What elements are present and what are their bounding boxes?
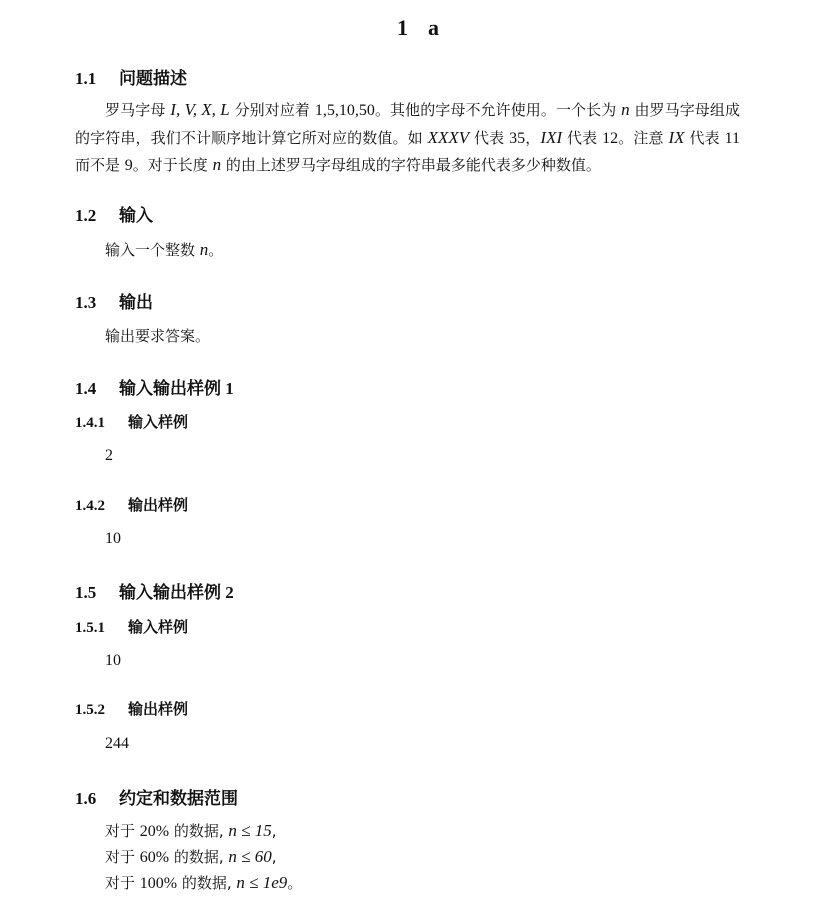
section-title: 问题描述: [119, 69, 187, 88]
constraint-percent: 100%: [139, 875, 178, 892]
sample-1-output-value: 10: [105, 530, 121, 547]
subsection-heading-sample-1-output: [75, 494, 188, 515]
sample-2-output-value: 244: [105, 735, 129, 752]
subsection-heading-sample-2-input: [75, 616, 188, 637]
section-heading-sample-2: [75, 578, 234, 603]
desc-math: n: [212, 155, 222, 174]
input-description: [105, 239, 223, 260]
desc-text: 。注意: [618, 128, 669, 147]
subsection-title: 输出样例: [128, 498, 189, 514]
title-number: 1: [397, 15, 408, 40]
constraint-text: 的数据,: [169, 822, 229, 840]
title-text: a: [428, 15, 439, 40]
section-title: 约定和数据范围: [119, 789, 238, 808]
desc-math: I, V, X, L: [170, 100, 230, 119]
section-number: 1.3: [75, 293, 97, 312]
constraint-end: 。: [287, 874, 303, 892]
section-heading-input: [75, 201, 153, 226]
sample-1-input-value: 2: [105, 447, 113, 464]
input-text: 输入一个整数: [105, 241, 200, 259]
problem-description: [75, 97, 740, 180]
subsection-title: 输出样例: [128, 702, 189, 718]
subsection-number: 1.5.1: [75, 620, 105, 636]
desc-math: IXI: [540, 127, 563, 147]
subsection-title: 输入样例: [128, 620, 189, 636]
section-heading-output: [75, 288, 153, 313]
subsection-number: 1.4.2: [75, 498, 105, 514]
section-title: 输入输出样例 1: [119, 379, 234, 398]
section-title: 输入输出样例 2: [119, 583, 234, 602]
constraint-percent: 60%: [139, 849, 170, 866]
section-title: 输入: [119, 206, 153, 225]
desc-text: ，: [525, 128, 541, 147]
constraint-end: ,: [271, 822, 277, 840]
constraint-text: 对于: [105, 822, 140, 840]
section-title: 输出: [119, 293, 153, 312]
section-number: 1.5: [75, 583, 97, 602]
subsection-heading-sample-2-output: [75, 698, 188, 719]
section-number: 1.6: [75, 789, 97, 808]
constraint-expr: n ≤ 15: [228, 821, 272, 840]
constraint-end: ,: [271, 848, 277, 866]
constraint-text: 对于: [105, 848, 140, 866]
subsection-number: 1.4.1: [75, 415, 105, 431]
desc-text: 代表: [469, 128, 510, 147]
input-end: 。: [208, 241, 224, 259]
desc-text: 分别对应着: [229, 101, 315, 119]
desc-math: IX: [668, 127, 685, 147]
desc-text: 而不是: [75, 156, 125, 174]
subsection-heading-sample-1-input: [75, 411, 188, 432]
subsection-title: 输入样例: [128, 415, 189, 431]
subsection-number: 1.5.2: [75, 702, 105, 718]
section-heading-problem: [75, 64, 187, 89]
constraint-expr: n ≤ 1e9: [236, 873, 288, 892]
desc-number: 9: [124, 157, 133, 174]
desc-text: 代表: [684, 128, 725, 147]
desc-number: 35: [509, 129, 526, 147]
desc-number: 12: [602, 129, 619, 147]
constraint-line: [105, 820, 277, 841]
desc-text: 。其他的字母不允许使用。一个长为: [374, 101, 622, 119]
constraint-line: [105, 846, 277, 867]
constraint-text: 的数据,: [177, 874, 237, 892]
output-description: 输出要求答案。: [105, 327, 211, 345]
desc-math: XXXV: [427, 127, 470, 147]
section-heading-sample-1: [75, 374, 234, 399]
desc-text: 的由上述罗马字母组成的字符串最多能代表多少种数值。: [221, 156, 601, 174]
desc-text: 罗马字母: [105, 101, 171, 119]
section-number: 1.2: [75, 206, 97, 225]
section-number: 1.1: [75, 69, 97, 88]
constraint-text: 对于: [105, 874, 140, 892]
page-title: [0, 15, 836, 41]
desc-math: n: [621, 100, 630, 119]
desc-text: 代表: [562, 128, 603, 147]
input-var: n: [199, 240, 209, 259]
section-number: 1.4: [75, 379, 97, 398]
desc-text: 。对于长度: [132, 156, 213, 174]
constraint-text: 的数据,: [169, 848, 229, 866]
constraint-percent: 20%: [139, 823, 170, 840]
section-heading-constraints: [75, 784, 238, 809]
desc-number: 1,5,10,50: [314, 102, 375, 119]
constraint-expr: n ≤ 60: [228, 847, 272, 866]
desc-text: 由罗马字母组成的字符串，我们不计顺序地计算它所对应的数值。如: [75, 101, 740, 147]
sample-2-input-value: 10: [105, 652, 121, 669]
constraint-line: [105, 872, 302, 893]
desc-number: 11: [724, 129, 740, 147]
